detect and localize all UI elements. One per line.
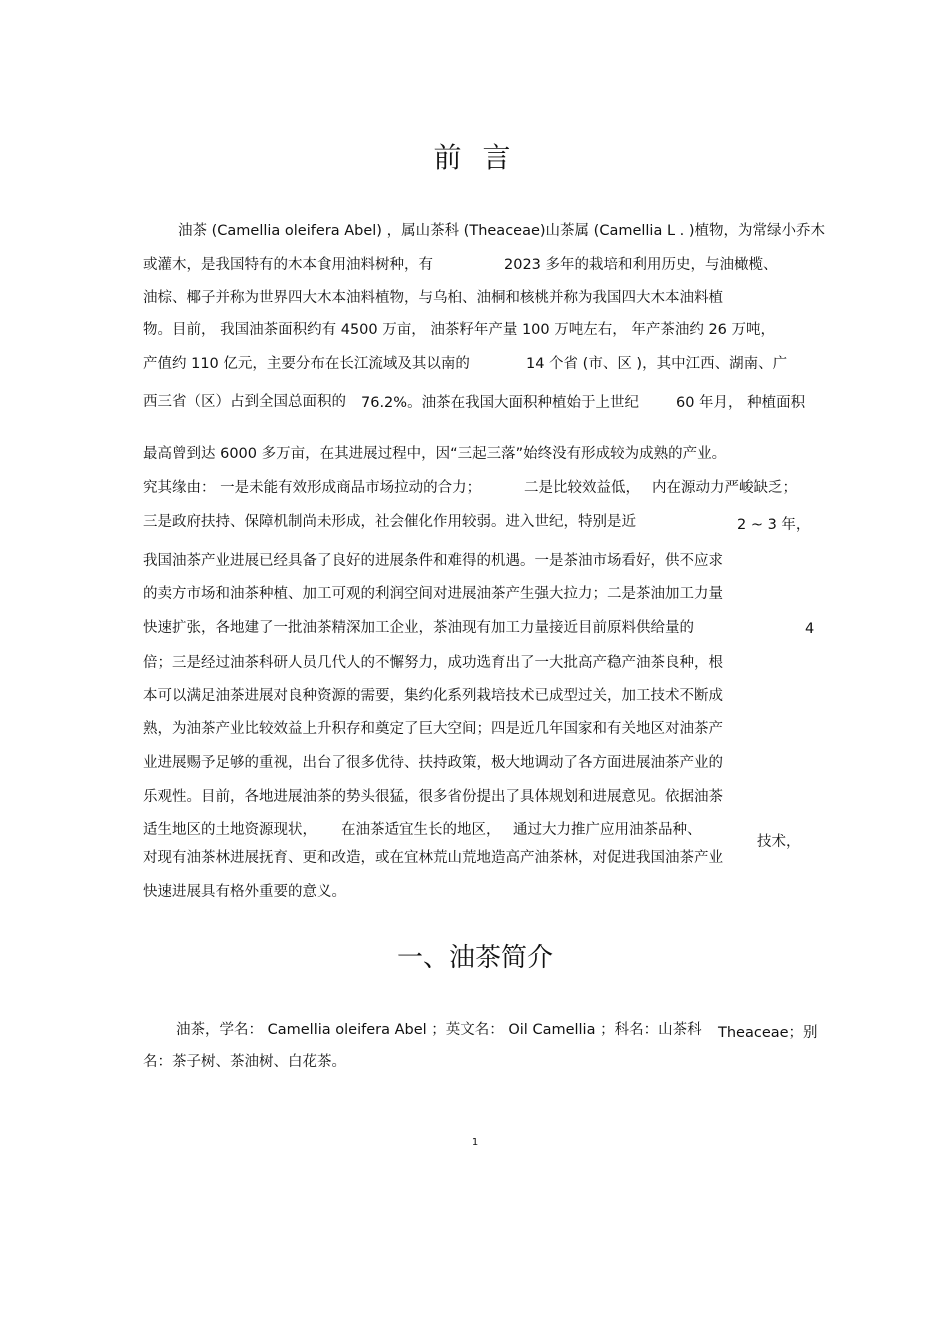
paragraph-fragment: 二是比较效益低，: [524, 480, 640, 496]
paragraph-line: 乐观性。目前，各地进展油茶的势头很猛，很多省份提出了具体规划和进展意见。依据油茶: [143, 789, 723, 805]
paragraph-line: 我国油茶产业进展已经具备了良好的进展条件和难得的机遇。一是茶油市场看好，供不应求: [143, 553, 723, 569]
paragraph-line: 西三省（区）占到全国总面积的: [143, 394, 346, 410]
paragraph-line: 三是政府扶持、保障机制尚未形成，社会催化作用较弱。进入世纪，特别是近: [143, 514, 636, 530]
paragraph-line: 油茶，学名： Camellia oleifera Abel ；英文名： Oil Camellia ；科名：山茶科: [176, 1022, 702, 1038]
paragraph-fragment: 在油茶适宜生长的地区，: [341, 822, 501, 838]
paragraph-line: 最高曾到达 6000 多万亩，在其进展过程中，因“三起三落”始终没有形成较为成熟的产业。: [143, 446, 727, 462]
paragraph-line: 油棕、椰子并称为世界四大木本油料植物，与乌桕、油桐和核桃并称为我国四大木本油料植: [143, 290, 723, 306]
paragraph-line: 产值约 110 亿元，主要分布在长江流域及其以南的: [143, 356, 470, 372]
paragraph-line: 本可以满足油茶进展对良种资源的需要，集约化系列栽培技术已成型过关，加工技术不断成: [143, 688, 723, 704]
paragraph-fragment: 内在源动力严峻缺乏；: [652, 480, 797, 496]
paragraph-line: 熟，为油茶产业比较效益上升积存和奠定了巨大空间；四是近几年国家和有关地区对油茶产: [143, 721, 723, 737]
paragraph-fragment: 14 个省 (市、区 )，其中江西、湖南、广: [526, 356, 788, 372]
paragraph-line: 究其缘由： 一是未能有效形成商品市场拉动的合力；: [143, 480, 482, 496]
paragraph-line: 名：茶子树、茶油树、白花茶。: [143, 1054, 346, 1070]
paragraph-fragment: 2 ~ 3 年，: [737, 517, 811, 533]
paragraph-line: 倍；三是经过油茶科研人员几代人的不懈努力，成功选育出了一大批高产稳产油茶良种，根: [143, 655, 723, 671]
paragraph-fragment: 2023 多年的栽培和利用历史，与油橄榄、: [504, 257, 778, 273]
paragraph-line: 快速进展具有格外重要的意义。: [143, 884, 346, 900]
paragraph-line: 油茶 (Camellia oleifera Abel) ，属山茶科 (Theaceae)山茶属 (Camellia L . )植物，为常绿小乔木: [178, 223, 826, 239]
section-heading: 一、油茶简介: [396, 943, 553, 973]
paragraph-line: 快速扩张，各地建了一批油茶精深加工企业，茶油现有加工力量接近目前原料供给量的: [143, 620, 694, 636]
paragraph-fragment: 技术，: [757, 834, 801, 850]
paragraph-fragment: 4: [805, 621, 815, 637]
paragraph-fragment: 60 年月， 种植面积: [676, 395, 806, 411]
paragraph-line: 或灌木，是我国特有的木本食用油料树种，有: [143, 257, 433, 273]
paragraph-fragment: 76.2%。油茶在我国大面积种植始于上世纪: [361, 395, 640, 411]
paragraph-fragment: 通过大力推广应用油茶品种、: [513, 822, 702, 838]
page-title: 前 言: [433, 141, 517, 174]
paragraph-line: 的卖方市场和油茶种植、加工可观的利润空间对进展油茶产生强大拉力；二是茶油加工力量: [143, 586, 723, 602]
page-number: 1: [471, 1137, 479, 1148]
paragraph-line: 适生地区的土地资源现状，: [143, 822, 317, 838]
paragraph-line: 业进展赐予足够的重视，出台了很多优待、扶持政策，极大地调动了各方面进展油茶产业的: [143, 755, 723, 771]
paragraph-line: 对现有油茶林进展抚育、更和改造，或在宜林荒山荒地造高产油茶林，对促进我国油茶产业: [143, 850, 723, 866]
paragraph-line: 物。目前， 我国油茶面积约有 4500 万亩， 油茶籽年产量 100 万吨左右， 年产茶油约 26 万吨，: [143, 322, 776, 338]
paragraph-fragment: Theaceae；别: [718, 1025, 818, 1041]
